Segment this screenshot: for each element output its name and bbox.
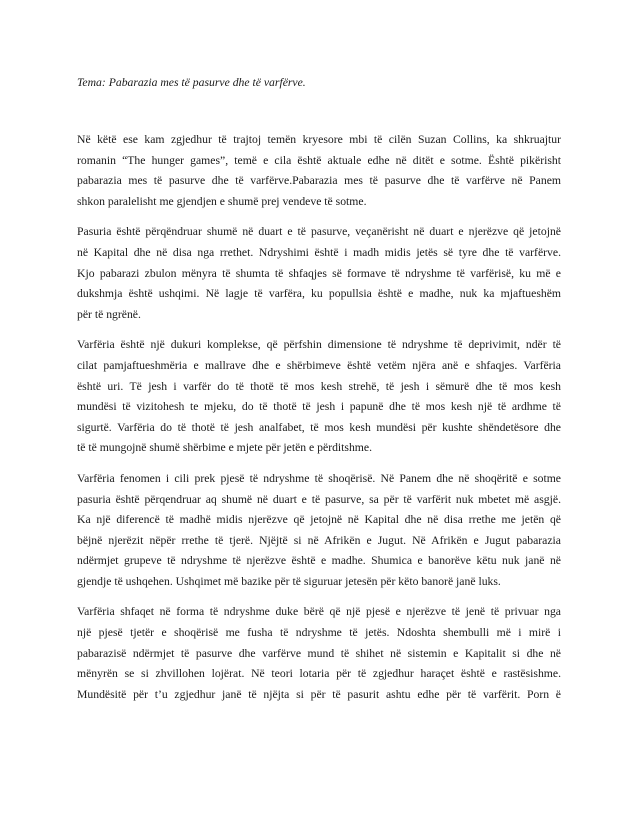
text-line: romanin “The hunger games”, temë e cila është aktuale edhe në ditët e sotme. Është pikërisht bbox=[77, 153, 561, 167]
text-line: në Kapital dhe në disa nga rrethet. Ndryshimi është i madh midis jetës së tyre dhe të varfërve. bbox=[77, 245, 561, 259]
document-title: Tema: Pabarazia mes të pasurve dhe të varfërve. bbox=[77, 76, 306, 89]
text-line: Kjo pabarazi zbulon mënyra të shumta të shfaqjes së formave të ndryshme të varfërisë, ku më e bbox=[77, 266, 561, 280]
text-line: sigurtë. Varfëria do të thotë të jesh analfabet, të mos kesh mundësi për kushte shëndetësore dhe bbox=[77, 420, 561, 434]
text-line: mundësi të vizitohesh te mjeku, do të thotë të jesh i papunë dhe të mos kesh një të ardhme të bbox=[77, 400, 561, 414]
text-line: për të ngrënë. bbox=[77, 307, 141, 321]
text-line: Në këtë ese kam zgjedhur të trajtoj temën kryesore mbi të cilën Suzan Collins, ka shkruajtur bbox=[77, 133, 561, 146]
paragraph bbox=[77, 469, 561, 593]
text-line: shkon paralelisht me gjendjen e shumë prej vendeve të sotme. bbox=[77, 194, 367, 208]
text-line: mënyrën se si zhvillohen lojërat. Në teori lotaria për të zgjedhur haraçet është e rastësishme. bbox=[77, 667, 561, 681]
document-body bbox=[77, 70, 561, 715]
paragraph bbox=[77, 335, 561, 459]
text-line: një pjesë tjetër e shoqërisë me fusha të ndryshme të jetës. Ndoshta shembulli më i mirë i bbox=[77, 626, 561, 640]
text-line: Varfëria fenomen i cili prek pjesë të ndryshme të shoqërisë. Në Panem dhe në shoqëritë e sotme bbox=[77, 471, 561, 485]
text-line: dukshmja është ushqimi. Në lagje të varfëra, ku popullsia është e madhe, nuk ka mjaftueshëm bbox=[77, 287, 561, 301]
text-line: është uri. Të jesh i varfër do të thotë të mos kesh strehë, të jesh i sëmurë dhe të mos kesh bbox=[77, 379, 561, 393]
text-line: Varfëria shfaqet në forma të ndryshme duke bërë që një pjesë e njerëzve të jenë të privuar nga bbox=[77, 605, 561, 619]
text-line: të të mungojnë shumë shërbime e mjete për jetën e përditshme. bbox=[77, 441, 373, 455]
text-line: bëjnë njerëzit nëpër rrethe të tjerë. Njëjtë si në Afrikën e Jugut. Në Afrikën e Jugut pabarazia bbox=[77, 533, 561, 547]
text-line: cilat pamjaftueshmëria e mallrave dhe e shërbimeve është vetëm njëra anë e shfaqjes. Varfëria bbox=[77, 358, 561, 372]
text-line: pabarazia mes të pasurve dhe të varfërve.Pabarazia mes të pasurve dhe të varfërve në Panem bbox=[77, 174, 561, 188]
text-line: pabarazisë ndërmjet të pasurve dhe varfërve mund të shihet në sistemin e Kapitalit si dhe në bbox=[77, 646, 561, 660]
text-line: gjendje të ushqehen. Ushqimet më bazike për të siguruar jetesën për këto banorë janë luks. bbox=[77, 574, 501, 588]
text-line: Mundësitë për t’u zgjedhur janë të njëjta si për të pasurit ashtu edhe për të varfërit. Porn ë bbox=[77, 687, 561, 701]
text-line: Varfëria është një dukuri komplekse, që përfshin dimensione të ndryshme të deprivimit, ndër të bbox=[77, 338, 561, 352]
paragraph bbox=[77, 222, 561, 325]
paragraph bbox=[77, 130, 561, 212]
text-line: ndërmjet grupeve të ndryshme të njerëzve është e madhe. Shumica e banorëve këtu nuk janë në bbox=[77, 554, 561, 568]
paragraph-list bbox=[77, 130, 561, 705]
text-line: pasuria është përqendruar aq shumë në duart e të pasurve, sa për të varfërit nuk mbetet më asgjë. bbox=[77, 492, 561, 506]
paragraph bbox=[77, 602, 561, 705]
text-line: Pasuria është përqëndruar shumë në duart e të pasurve, veçanërisht në duart e njerëzve që jetojnë bbox=[77, 225, 561, 239]
text-line: Ka një diferencë të madhë midis njerëzve që jetojnë në Kapital dhe në disa rrethe me jetën që bbox=[77, 513, 561, 527]
